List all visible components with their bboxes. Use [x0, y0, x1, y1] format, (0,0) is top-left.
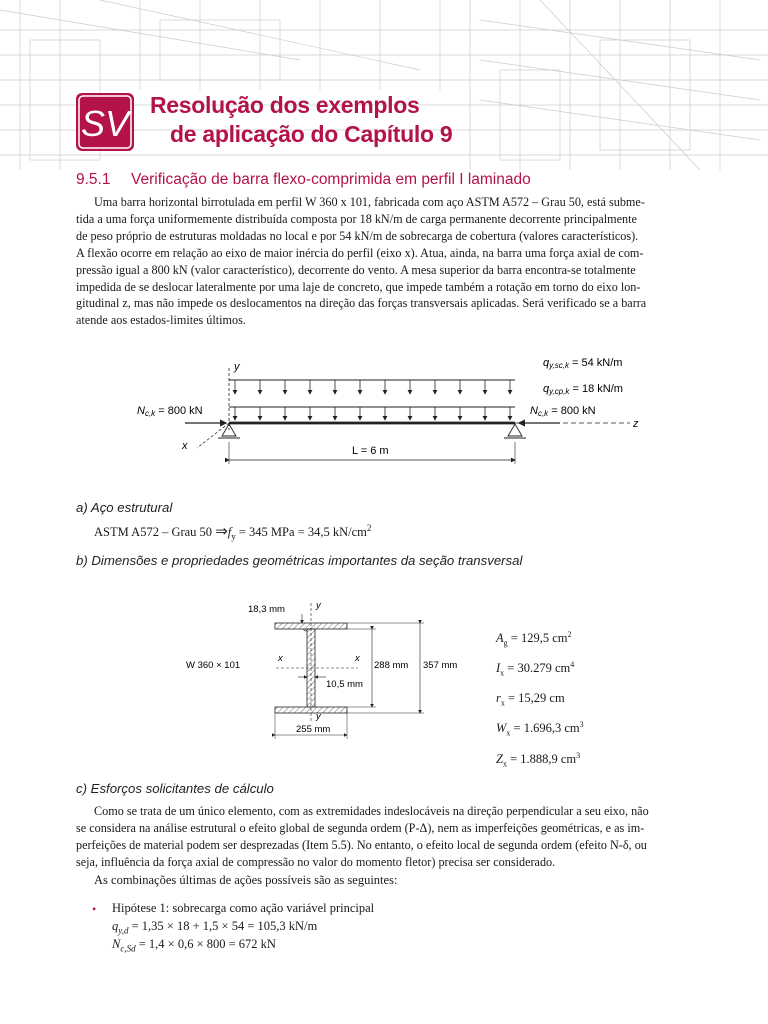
bullet-icon: •	[92, 902, 97, 916]
intro-paragraph	[76, 194, 702, 329]
design-axial-equation: $N_{c,Sd} = 1,4 \times 0,6 \times 800 = 672$ kN	[112, 937, 276, 954]
section-y-label-bottom: y	[316, 711, 321, 722]
prop-elastic-modulus: $W_x = 1.696,3$ $cm^3$	[496, 720, 584, 739]
chapter-title-line1: Resolução dos exemplos	[150, 92, 420, 118]
section-title: Verificação de barra flexo-comprimida em perfil I laminado	[131, 171, 531, 188]
sv-logo	[76, 93, 134, 151]
z-axis-label: z	[633, 418, 639, 430]
part-c-line: seja, influência da força axial de compressão no valor do momento fletor) precisa ser considerado.	[76, 854, 556, 869]
axial-left-label: Nc,k = 800 kN	[137, 405, 203, 418]
intro-line: gitudinal z, mas não impede os deslocamentos na direção das forças transversais aplicadas. Será verificado se a barra	[76, 296, 647, 311]
intro-line: atende aos estados-limites últimos.	[76, 313, 246, 328]
intro-line: de peso próprio de estruturas moldadas no local e por 54 kN/m de sobrecarga de cobertura (valores característicos).	[76, 228, 639, 243]
part-b-heading: b) Dimensões e propriedades geométricas importantes da seção transversal	[76, 553, 523, 568]
load-cp-label: qy,cp,k = 18 kN/m	[543, 383, 623, 396]
cross-section-diagram	[180, 595, 480, 745]
prop-plastic-modulus: $Z_x = 1.888,9$ $cm^3$	[496, 750, 581, 769]
section-number: 9.5.1	[76, 171, 111, 188]
section-properties	[496, 624, 584, 775]
profile-label: W 360 × 101	[186, 660, 241, 671]
span-label: L = 6 m	[352, 445, 389, 457]
intro-line: A flexão ocorre em relação ao eixo de maior inércia do perfil (eixo x). Atua, ainda, na barra uma força axial de com-	[76, 245, 644, 260]
chapter-title-line2: de aplicação do Capítulo 9	[170, 121, 453, 147]
combos-intro: As combinações últimas de ações possíveis são as seguintes:	[94, 873, 398, 887]
section-x-label-left: x	[278, 653, 283, 664]
x-axis-line	[197, 423, 229, 448]
load-sc-arrows	[235, 380, 510, 394]
web-thickness-label: 10,5 mm	[326, 679, 363, 690]
right-support	[508, 424, 522, 436]
beam-diagram	[130, 350, 650, 470]
part-c-line: Como se trata de um único elemento, com as extremidades indeslocáveis na direção perpendicular a seu eixo, não	[94, 804, 649, 818]
hypothesis-1: Hipótese 1: sobrecarga como ação variável principal	[112, 901, 375, 915]
design-load-equation: $q_{y,d} = 1,35 \times 18 + 1,5 \times 54 = 105,3$ kN/m	[112, 919, 318, 936]
load-sc-label: qy,sc,k = 54 kN/m	[543, 357, 623, 370]
flange-width-label: 255 mm	[296, 724, 331, 735]
intro-line: Uma barra horizontal birrotulada em perfil W 360 x 101, fabricada com aço ASTM A572 – Grau 50, está subme-	[94, 195, 645, 209]
steel-grade-line: ASTM A572 – Grau 50 $\Rightarrow f_y = 345$ MPa = 34,5 $kN/cm^2$	[94, 522, 372, 542]
prop-gyration: $r_x = 15,29$ cm	[496, 691, 565, 708]
logo-text: SV	[80, 103, 130, 144]
part-c-paragraph	[76, 803, 702, 871]
part-c-heading: c) Esforços solicitantes de cálculo	[76, 781, 274, 796]
total-height-label: 357 mm	[423, 660, 458, 671]
x-axis-label: x	[182, 440, 188, 452]
flange-thickness-label: 18,3 mm	[248, 604, 285, 615]
web-height-label: 288 mm	[374, 660, 409, 671]
y-axis-label: y	[234, 361, 240, 373]
prop-area: $A_g = 129,5$ $cm^2$	[496, 630, 572, 648]
prop-inertia: $I_x = 30.279$ $cm^4$	[496, 660, 575, 678]
section-y-label-top: y	[316, 600, 321, 611]
axial-right-label: Nc,k = 800 kN	[530, 405, 596, 418]
intro-line: pressão igual a 800 kN (valor característico), decorrente do vento. A mesa superior da barra encontra-se totalmente	[76, 262, 636, 277]
part-c-line: perfeições de material podem ser desprezadas (Item 5.5). No entanto, o efeito local de segunda ordem (efeito N-δ, ou	[76, 837, 647, 852]
part-a-heading: a) Aço estrutural	[76, 500, 173, 515]
load-cp-arrows	[235, 407, 510, 420]
part-c-line: se considera na análise estrutural o efeito global de segunda ordem (P-Δ), nem as imperfeições geométricas, e as im-	[76, 820, 645, 835]
section-x-label-right: x	[355, 653, 360, 664]
intro-line: tida a uma força uniformemente distribuída composta por 18 kN/m de carga permanente decorrente principalmente	[76, 211, 637, 226]
intro-line: impedida de se deslocar lateralmente por uma laje de concreto, que impede também a rotação em torno do eixo lon-	[76, 279, 641, 294]
